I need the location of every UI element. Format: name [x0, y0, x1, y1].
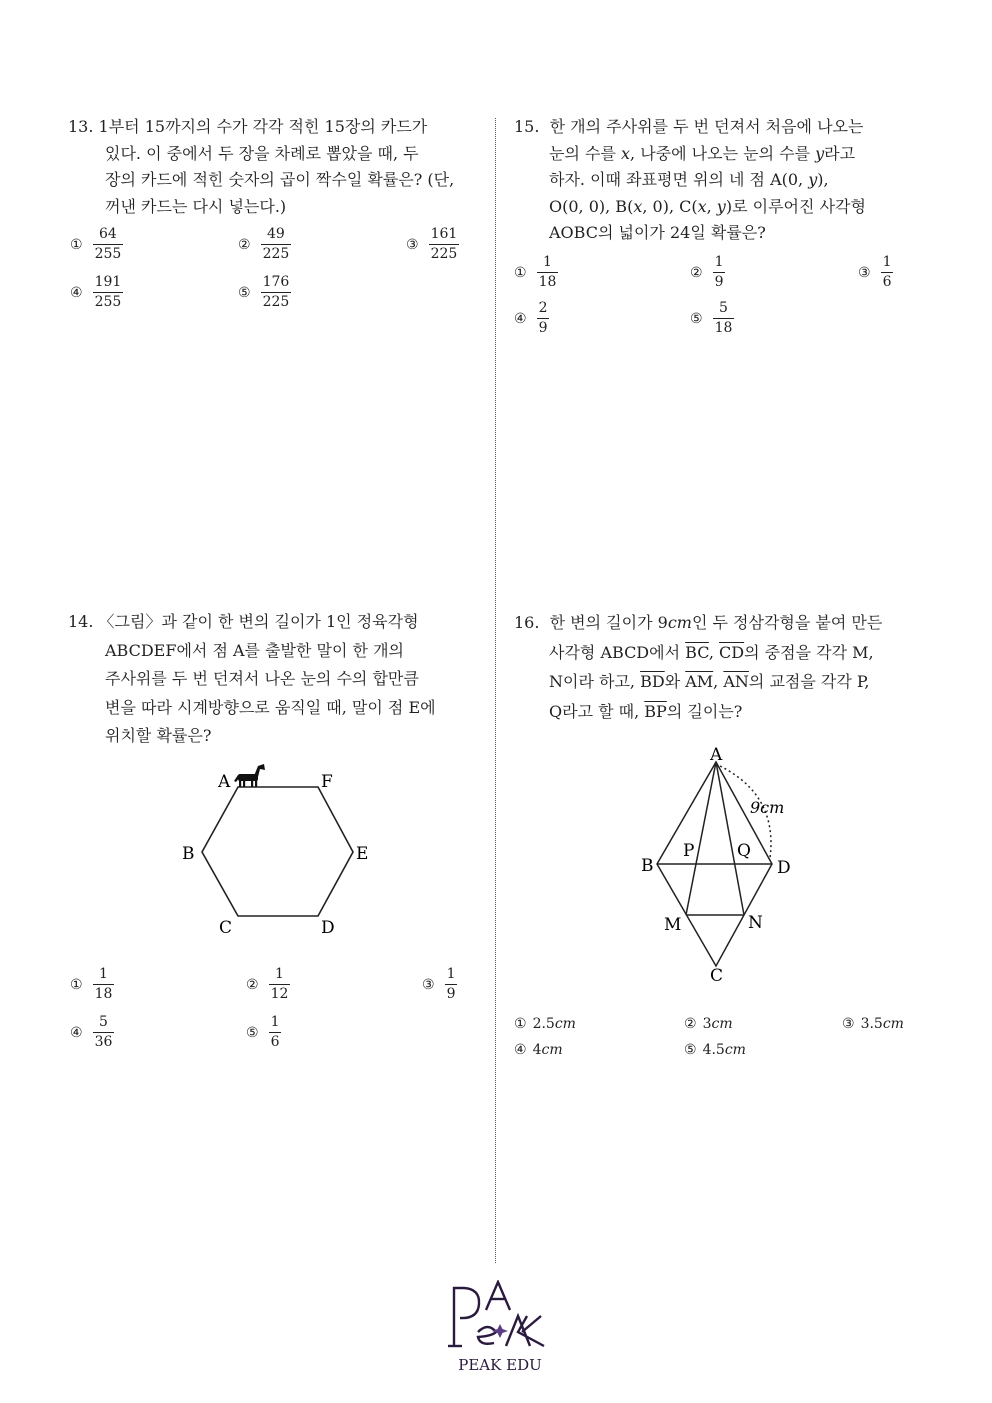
denominator: 18	[94, 986, 113, 1002]
q16-choice-2[interactable]	[684, 1016, 733, 1032]
choice-value: 4.5	[702, 1042, 725, 1058]
numerator: 2	[538, 300, 548, 316]
horse-icon	[234, 764, 265, 787]
denominator: 225	[430, 246, 458, 262]
vertex-D-label: D	[321, 918, 335, 938]
segment-cd: $\overline{CD}$	[719, 642, 745, 662]
fraction	[93, 966, 115, 1003]
vertex-F-label: F	[321, 772, 333, 792]
numerator: 1	[275, 966, 284, 982]
question-16	[514, 608, 934, 726]
question-15	[514, 114, 934, 247]
segment-am-line	[686, 762, 716, 915]
fraction	[537, 254, 559, 291]
fraction	[269, 1014, 282, 1051]
q16-choice-4[interactable]	[514, 1042, 563, 1058]
q16-text-3c: 의 교점을 각각 P,	[748, 672, 870, 691]
denominator: 6	[882, 274, 892, 290]
choice-mark: ④	[514, 1042, 527, 1058]
numerator: 1	[543, 254, 552, 270]
segment-am: $\overline{AM}$	[685, 672, 714, 691]
fraction	[537, 300, 550, 337]
denominator: 255	[94, 246, 122, 262]
vertex-C-label: C	[219, 918, 233, 938]
q16-unit: cm	[667, 613, 692, 632]
q13-line-2: 있다. 이 중에서 두 장을 차례로 뽑았을 때, 두	[105, 143, 419, 163]
segment-an: $\overline{AN}$	[723, 672, 749, 691]
choice-value: 2.5	[532, 1016, 555, 1032]
q15-text-1: 한 개의 주사위를 두 번 던져서 처음에 나오는	[549, 117, 864, 136]
choice-mark: ①	[70, 976, 83, 993]
hexagon-figure	[170, 755, 380, 940]
point-N-label: N	[748, 913, 763, 933]
choice-mark: ②	[238, 236, 251, 253]
denominator: 225	[262, 294, 290, 310]
choice-mark: ③	[406, 236, 419, 253]
brand-name: PEAK EDU	[458, 1356, 542, 1374]
choice-unit: cm	[554, 1016, 576, 1032]
choice-mark: ⑤	[684, 1042, 697, 1058]
q15-text-2c: 라고	[824, 143, 856, 163]
q15-text-4a: O(0, 0), B(	[549, 196, 634, 216]
segment-bc: $\overline{BC}$	[685, 642, 709, 662]
q15-text-3b: ),	[817, 170, 829, 189]
choice-value: 3	[702, 1016, 712, 1032]
numerator: 1	[446, 966, 456, 982]
choice-mark: ①	[514, 264, 527, 281]
q16-text-1b: 인 두 정삼각형을 붙여 만든	[691, 613, 883, 632]
segment-bd: $\overline{BD}$	[640, 672, 665, 691]
q15-line-4	[514, 194, 934, 221]
q14-line-3: 주사위를 두 번 던져서 나온 눈의 수의 합만큼	[105, 669, 419, 688]
peak-logo-mark	[440, 1280, 560, 1375]
point-M-label: M	[664, 915, 682, 935]
denominator: 6	[270, 1034, 280, 1050]
choice-value: 3.5	[860, 1016, 883, 1032]
q16-text-2a: 사각형 ABCD에서	[549, 642, 686, 662]
q15-number: 15.	[514, 117, 540, 136]
vertex-C-label: C	[710, 966, 724, 986]
q16-line-3	[514, 667, 934, 697]
q15-choice-2[interactable]	[690, 254, 725, 291]
q15-choice-4[interactable]	[514, 300, 549, 337]
var-x: x	[633, 196, 643, 216]
choice-mark: ⑤	[246, 1024, 259, 1041]
segment-an-line	[716, 762, 744, 915]
q16-text-4b: 의 길이는?	[666, 701, 743, 721]
vertex-A-label: A	[710, 745, 723, 765]
q16-line-1	[514, 608, 934, 638]
q16-length: 9	[657, 613, 668, 632]
q15-line-1	[514, 114, 934, 141]
column-divider	[495, 118, 496, 1263]
var-y: y	[815, 143, 825, 163]
q14-choice-1[interactable]	[70, 966, 114, 1003]
q15-text-4d: )로 이루어진 사각형	[725, 196, 866, 216]
var-x: x	[697, 196, 707, 216]
denominator: 9	[446, 986, 456, 1002]
q15-line-3	[514, 167, 934, 194]
choice-mark: ②	[246, 976, 259, 993]
q15-line-2	[514, 141, 934, 168]
q16-text-3b: 와	[664, 672, 686, 691]
fraction	[445, 966, 458, 1003]
q14-line-2: ABCDEF에서 점 A를 출발한 말이 한 개의	[105, 640, 405, 660]
q15-line-5: AOBC의 넓이가 24일 확률은?	[549, 223, 766, 242]
q16-text-3a: N이라 하고,	[549, 672, 641, 691]
numerator: 191	[94, 274, 122, 290]
separator: ,	[708, 642, 720, 662]
q16-line-4	[514, 697, 934, 727]
choice-unit: cm	[711, 1016, 733, 1032]
question-13	[68, 114, 478, 220]
q15-text-2a: 눈의 수를	[549, 143, 621, 163]
choice-mark: ①	[70, 236, 83, 253]
choice-mark: ④	[70, 284, 83, 301]
fraction	[713, 300, 735, 337]
choice-unit: cm	[541, 1042, 563, 1058]
fraction	[881, 254, 894, 291]
q15-text-4c: ,	[706, 196, 717, 216]
q13-choice-4[interactable]	[70, 274, 123, 311]
numerator: 1	[99, 966, 108, 982]
q13-line-1: 13. 1부터 15까지의 수가 각각 적힌 15장의 카드가	[68, 117, 428, 136]
choice-mark: ③	[858, 264, 871, 281]
fraction	[269, 966, 291, 1003]
numerator: 1	[714, 254, 724, 270]
fraction	[93, 226, 124, 263]
point-P-label: P	[683, 841, 695, 861]
segment-bp: $\overline{BP}$	[644, 701, 667, 721]
var-y: y	[716, 196, 726, 216]
choice-mark: ③	[842, 1016, 855, 1032]
q16-text-4a: Q라고 할 때,	[549, 701, 645, 721]
q16-line-2	[514, 638, 934, 668]
vertex-B-label: B	[641, 856, 654, 876]
denominator: 9	[714, 274, 724, 290]
q13-choice-2[interactable]	[238, 226, 291, 263]
q16-choice-3[interactable]	[842, 1016, 904, 1032]
denominator: 36	[94, 1034, 113, 1050]
denominator: 18	[714, 320, 733, 336]
choice-mark: ②	[684, 1016, 697, 1032]
numerator: 1	[270, 1014, 280, 1030]
denominator: 225	[262, 246, 290, 262]
numerator: 176	[262, 274, 290, 290]
q15-text-2b: , 나중에 나오는 눈의 수를	[630, 143, 816, 163]
denominator: 255	[94, 294, 122, 310]
q15-choice-3[interactable]	[858, 254, 893, 291]
fraction	[261, 226, 292, 263]
q15-choice-5[interactable]	[690, 300, 734, 337]
fraction	[93, 274, 124, 311]
fraction	[93, 1014, 115, 1051]
vertex-A-label: A	[218, 772, 231, 792]
q13-choice-1[interactable]	[70, 226, 123, 263]
q14-line-4: 변을 따라 시계방향으로 움직일 때, 말이 점 E에	[105, 697, 436, 717]
choice-unit: cm	[724, 1042, 746, 1058]
choice-mark: ⑤	[690, 310, 703, 327]
rhombus-figure	[630, 740, 800, 990]
star-icon	[492, 1324, 508, 1338]
choice-mark: ③	[422, 976, 435, 993]
numerator: 161	[430, 226, 458, 242]
var-x: x	[621, 143, 631, 163]
q13-line-3: 장의 카드에 적힌 숫자의 곱이 짝수일 확률은? (단,	[105, 170, 455, 189]
numerator: 5	[719, 300, 728, 316]
q16-choice-5[interactable]	[684, 1042, 746, 1058]
choice-mark: ④	[514, 310, 527, 327]
choice-mark: ④	[70, 1024, 83, 1041]
q13-choice-5[interactable]	[238, 274, 291, 311]
fraction	[429, 226, 460, 263]
q15-text-3a: 하자. 이때 좌표평면 위의 네 점 A(0,	[549, 170, 809, 189]
q14-choice-4[interactable]	[70, 1014, 114, 1051]
denominator: 9	[538, 320, 548, 336]
hexagon	[202, 787, 353, 916]
choice-value: 4	[532, 1042, 542, 1058]
point-Q-label: Q	[737, 841, 751, 861]
var-y: y	[808, 170, 818, 189]
peak-edu-logo	[440, 1280, 560, 1375]
fraction	[261, 274, 292, 311]
q16-text-1a: 한 변의 길이가	[549, 613, 658, 632]
q14-choice-3[interactable]	[422, 966, 457, 1003]
q16-number: 16.	[514, 613, 540, 632]
q14-line-5: 위치할 확률은?	[105, 726, 212, 745]
q16-text-2b: 의 중점을 각각 M,	[744, 642, 874, 662]
denominator: 18	[538, 274, 557, 290]
fraction	[713, 254, 726, 291]
side-length-label: 9cm	[750, 798, 785, 817]
q15-choice-1[interactable]	[514, 254, 558, 291]
question-14	[68, 608, 478, 751]
q14-choice-5[interactable]	[246, 1014, 281, 1051]
choice-mark: ②	[690, 264, 703, 281]
numerator: 49	[267, 226, 285, 242]
separator: ,	[713, 672, 724, 691]
vertex-B-label: B	[182, 844, 195, 864]
q16-choice-1[interactable]	[514, 1016, 576, 1032]
q13-line-4: 꺼낸 카드는 다시 넣는다.)	[105, 196, 287, 216]
numerator: 5	[99, 1014, 108, 1030]
choice-mark: ⑤	[238, 284, 251, 301]
q14-choice-2[interactable]	[246, 966, 290, 1003]
q15-text-4b: , 0), C(	[642, 196, 698, 216]
choice-mark: ①	[514, 1016, 527, 1032]
vertex-D-label: D	[777, 858, 791, 878]
denominator: 12	[270, 986, 289, 1002]
choice-unit: cm	[882, 1016, 904, 1032]
numerator: 64	[99, 226, 117, 242]
q14-line-1: 14. 〈그림〉과 같이 한 변의 길이가 1인 정육각형	[68, 612, 419, 631]
q13-choice-3[interactable]	[406, 226, 459, 263]
vertex-E-label: E	[356, 844, 369, 864]
numerator: 1	[882, 254, 892, 270]
